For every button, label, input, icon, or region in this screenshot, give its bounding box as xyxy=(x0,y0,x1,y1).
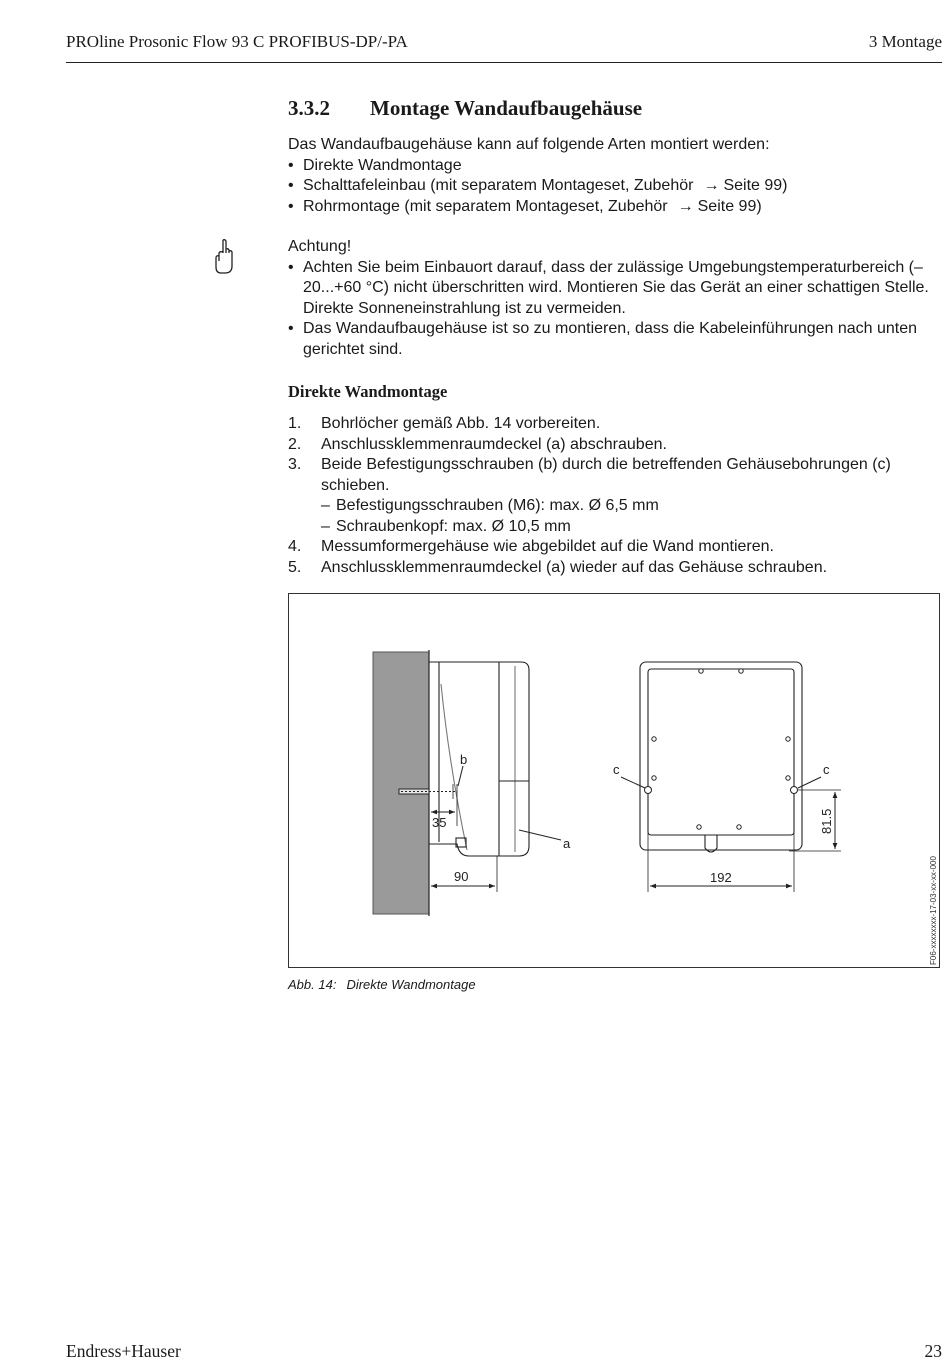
chapter-label: 3 Montage xyxy=(868,32,942,51)
document-title: PROline Prosonic Flow 93 C PROFIBUS-DP/-PA xyxy=(66,32,408,51)
mounting-holes xyxy=(645,669,798,829)
list-item xyxy=(288,558,942,579)
mounting-drawing xyxy=(289,594,939,967)
list-item xyxy=(288,414,942,435)
dimension-35: 35 xyxy=(432,815,447,830)
warning-list xyxy=(288,258,942,361)
section-heading xyxy=(288,96,942,121)
list-item xyxy=(288,176,942,197)
step-text: Anschlussklemmenraumdeckel (a) abschrauben. xyxy=(321,435,667,453)
page-header xyxy=(66,32,942,63)
warning-block xyxy=(288,237,942,360)
sub-step: – Befestigungsschrauben (M6): max. Ø 6,5 mm xyxy=(321,496,942,517)
sub-step: – Schraubenkopf: max. Ø 10,5 mm xyxy=(321,517,942,538)
dimension-192: 192 xyxy=(710,870,732,885)
step-number: 2. xyxy=(288,435,302,453)
figure-code xyxy=(924,845,940,967)
label-c-right: c xyxy=(823,762,830,777)
label-b: b xyxy=(460,752,468,767)
page-reference: Seite 99) xyxy=(723,177,788,194)
list-item: • Das Wandaufbaugehäuse ist so zu montieren, dass die Kabeleinführungen nach unten gerichtet sind. xyxy=(288,319,942,360)
caption-number: Abb. 14: xyxy=(288,977,337,992)
page-reference: Seite 99) xyxy=(697,197,762,215)
list-item xyxy=(288,455,942,537)
back-plate-front-view xyxy=(640,662,802,852)
step-text: Bohrlöcher gemäß Abb. 14 vorbereiten. xyxy=(321,415,601,432)
caption-text: Direkte Wandmontage xyxy=(346,977,476,992)
dimension-81-5: 81.5 xyxy=(819,808,834,834)
option-text: Schalttafeleinbau (mit separatem Montageset, Zubehör xyxy=(303,177,694,194)
step-number: 5. xyxy=(288,558,302,576)
step-text: Messumformergehäuse wie abgebildet auf die Wand montieren. xyxy=(321,538,774,555)
label-a: a xyxy=(563,836,571,851)
wall xyxy=(373,652,429,914)
step-text: Anschlussklemmenraumdeckel (a) wieder auf das Gehäuse schrauben. xyxy=(321,558,828,576)
pointing-hand-icon xyxy=(212,239,236,275)
brand-footer: Endress+Hauser xyxy=(66,1341,181,1361)
step-text: Beide Befestigungsschrauben (b) durch die betreffenden Gehäusebohrungen (c) schieben. xyxy=(321,456,891,494)
list-item xyxy=(288,537,942,558)
main-content xyxy=(288,96,942,578)
figure-wall-mounting xyxy=(288,593,940,968)
list-item: • Achten Sie beim Einbauort darauf, dass der zulässige Umgebungstemperaturbereich (–20...+60 °C) nicht überschritten wird. Montieren Sie das Gerät an einer schattigen Stelle. Direkte Sonneneinstrahlung ist zu vermeiden. xyxy=(288,258,942,320)
list-item xyxy=(288,435,942,456)
option-text: Direkte Wandmontage xyxy=(303,156,462,174)
mount-options-list xyxy=(288,156,942,218)
dimension-90: 90 xyxy=(454,869,469,884)
steps-list xyxy=(288,414,942,578)
arrow-icon: → xyxy=(703,177,720,194)
warning-title: Achtung! xyxy=(288,238,352,255)
subsection-heading: Direkte Wandmontage xyxy=(288,382,448,401)
section-title: Montage Wandaufbaugehäuse xyxy=(370,96,643,120)
section-number: 3.3.2 xyxy=(288,96,330,120)
arrow-icon: → xyxy=(677,197,694,215)
label-c-left: c xyxy=(613,762,620,777)
svg-text:F06-xxxxxxxx-17-03-xx-xx-000: F06-xxxxxxxx-17-03-xx-xx-000 xyxy=(929,856,938,965)
step-number: 3. xyxy=(288,456,302,473)
list-item xyxy=(288,197,942,218)
page-number: 23 xyxy=(924,1341,942,1361)
step-number: 1. xyxy=(288,415,302,432)
figure-caption xyxy=(288,977,476,992)
intro-text: Das Wandaufbaugehäuse kann auf folgende Arten montiert werden: xyxy=(288,136,770,153)
option-text: Rohrmontage (mit separatem Montageset, Zubehör xyxy=(303,197,668,215)
list-item xyxy=(288,156,942,177)
step-number: 4. xyxy=(288,538,302,555)
